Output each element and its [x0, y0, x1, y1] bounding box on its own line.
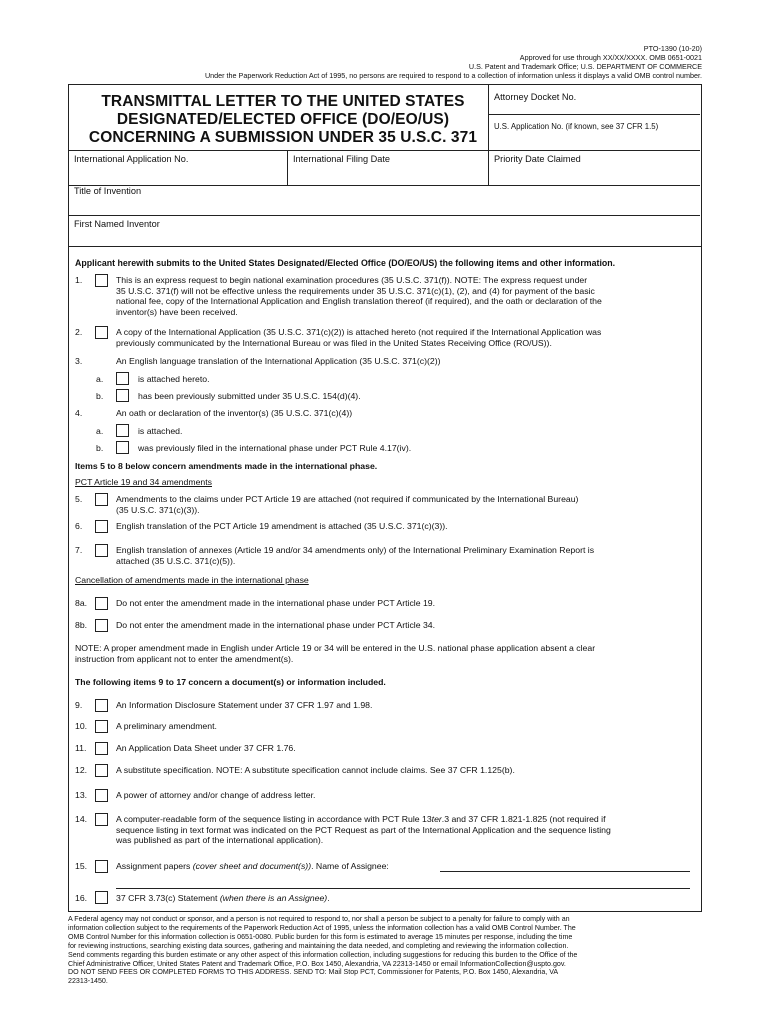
first-named-inventor-field[interactable]: First Named Inventor: [74, 219, 160, 229]
item-16-number: 16.: [75, 893, 88, 903]
item-5-number: 5.: [75, 494, 83, 504]
item-13-checkbox[interactable]: [95, 789, 108, 802]
intro-text: Applicant herewith submits to the United States Designated/Elected Office (DO/EO/US) the following items and other information.: [75, 258, 616, 268]
item-14-part: ter: [431, 814, 442, 824]
item-5-line: Amendments to the claims under PCT Article 19 are attached (not required if communicated by the International Bureau): [116, 494, 579, 504]
item-15-number: 15.: [75, 861, 88, 871]
item-3b-letter: b.: [96, 391, 104, 401]
item-7-text: [116, 545, 594, 566]
item-3a-text: is attached hereto.: [138, 374, 210, 384]
item-3b-text: has been previously submitted under 35 U.S.C. 154(d)(4).: [138, 391, 361, 401]
item-11-text: An Application Data Sheet under 37 CFR 1.76.: [116, 743, 296, 753]
note-line: NOTE: A proper amendment made in English under Article 19 or 34 will be entered in the U.S. national phase application absent a clear: [75, 643, 596, 653]
title-line-2: DESIGNATED/ELECTED OFFICE (DO/EO/US): [116, 111, 450, 128]
item-3a-letter: a.: [96, 374, 104, 384]
intl-filing-date-field[interactable]: International Filing Date: [293, 154, 391, 164]
footer-line: Send comments regarding this burden estimate or any other aspect of this information collection, including suggestions for reducing this burden to the Office of the: [68, 950, 578, 959]
item-1-line: 35 U.S.C. 371(f) will not be effective unless the requirements under 35 U.S.C. 371(c)(1), (2), and (4) for payment of the basic: [116, 285, 595, 296]
title-line-1: TRANSMITTAL LETTER TO THE UNITED STATES: [101, 93, 465, 110]
item-11-number: 11.: [75, 743, 87, 753]
item-6-text: English translation of the PCT Article 19 amendment is attached (35 U.S.C. 371(c)(3)).: [116, 521, 448, 531]
item-14-line: sequence listing in text format was indicated on the PCT Request as part of the International Application and the sequence listing: [116, 824, 611, 835]
item-16-part: 37 CFR 3.73(c) Statement: [116, 893, 220, 903]
attorney-docket-field[interactable]: Attorney Docket No.: [494, 92, 577, 102]
footer-line: Chief Administrative Officer, United States Patent and Trademark Office, P.O. Box 1450, Alexandria, VA 22313-1450 or email InformationCollection@uspto.gov.: [68, 959, 566, 968]
item-15-part: Assignment papers: [116, 861, 193, 871]
item-10-number: 10.: [75, 721, 88, 731]
item-4a-checkbox[interactable]: [116, 424, 129, 437]
item-13-text: A power of attorney and/or change of address letter.: [116, 790, 316, 800]
col-divider: [287, 150, 288, 185]
agency-text: U.S. Patent and Trademark Office; U.S. DEPARTMENT OF COMMERCE: [468, 62, 702, 71]
row-divider-3: [68, 215, 700, 216]
item-1-checkbox[interactable]: [95, 274, 108, 287]
item-14-part: A computer-readable form of the sequence listing in accordance with PCT Rule 13: [116, 814, 432, 824]
form-number: PTO-1390 (10-20): [643, 44, 702, 53]
form-title: [78, 93, 488, 147]
item-15-part: . Name of Assignee:: [311, 861, 389, 871]
item-3-text: An English language translation of the International Application (35 U.S.C. 371(c)(2)): [116, 356, 441, 366]
item-6-number: 6.: [75, 521, 83, 531]
footer-line: 22313-1450.: [68, 977, 108, 986]
note-line: instruction from applicant not to enter the amendment(s).: [75, 653, 294, 664]
footer-line: information collection subject to the requirements of the Paperwork Reduction Act of 1995, unless the information collection has a valid OMB Control Number. The: [68, 923, 576, 932]
paperwork-notice: Under the Paperwork Reduction Act of 1995, no persons are required to respond to a collection of information unless it displays a valid OMB control number.: [204, 71, 702, 80]
item-4b-text: was previously filed in the international phase under PCT Rule 4.17(iv).: [138, 443, 412, 453]
item-1-line: This is an express request to begin national examination procedures (35 U.S.C. 371(f)). NOTE: The express request under: [116, 275, 588, 285]
footer-line: OMB Control Number for this information collection is 0651-0080. Public burden for this form is estimated to average 15 minutes per response, including the time: [68, 932, 573, 941]
item-2-line: A copy of the International Application (35 U.S.C. 371(c)(2)) is attached hereto (not required if the International Application was: [116, 327, 602, 337]
amendment-note: [75, 643, 595, 664]
item-14-line: was published as part of the international application).: [116, 835, 324, 846]
item-5-line: (35 U.S.C. 371(c)(3)).: [116, 504, 200, 515]
title-line-3: CONCERNING A SUBMISSION UNDER 35 U.S.C. 371: [88, 129, 478, 146]
section-heading-9-17: The following items 9 to 17 concern a document(s) or information included.: [75, 677, 386, 687]
item-7-line: attached (35 U.S.C. 371(c)(5)).: [116, 555, 236, 566]
item-8b-number: 8b.: [75, 620, 88, 630]
item-12-text: A substitute specification. NOTE: A substitute specification cannot include claims. See 37 CFR 1.125(b).: [116, 765, 515, 775]
item-1-line: national fee, copy of the International Application and English translation thereof (if required), and the oath or declaration of the: [116, 296, 602, 307]
item-7-line: English translation of annexes (Article 19 and/or 34 amendments only) of the International Preliminary Examination Report is: [116, 545, 595, 555]
approval-text: Approved for use through XX/XX/XXXX. OMB 0651-0021: [519, 53, 702, 62]
assignee-name-line-2[interactable]: [116, 888, 690, 889]
priority-date-field[interactable]: Priority Date Claimed: [494, 154, 581, 164]
item-8a-checkbox[interactable]: [95, 597, 108, 610]
item-9-text: An Information Disclosure Statement under 37 CFR 1.97 and 1.98.: [116, 700, 373, 710]
item-3-number: 3.: [75, 356, 83, 366]
item-1-text: [116, 275, 602, 317]
item-12-checkbox[interactable]: [95, 764, 108, 777]
item-1-line: inventor(s) have been received.: [116, 306, 238, 317]
docket-divider: [488, 114, 700, 115]
item-14-line: [116, 814, 611, 825]
item-16-part: (when there is an Assignee): [219, 893, 328, 903]
item-7-number: 7.: [75, 545, 83, 555]
footer-line: A Federal agency may not conduct or sponsor, and a person is not required to respond to, nor shall a person be subject to a penalty for failure to comply with an: [68, 915, 570, 923]
item-4b-letter: b.: [96, 443, 104, 453]
intl-application-field[interactable]: International Application No.: [74, 154, 189, 164]
item-10-text: A preliminary amendment.: [116, 721, 217, 731]
section-heading-5-8: Items 5 to 8 below concern amendments made in the international phase.: [75, 461, 378, 471]
item-1-number: 1.: [75, 275, 83, 285]
row-divider-1: [68, 150, 700, 151]
item-11-checkbox[interactable]: [95, 742, 108, 755]
item-8b-checkbox[interactable]: [95, 619, 108, 632]
item-2-number: 2.: [75, 327, 83, 337]
item-4-text: An oath or declaration of the inventor(s) (35 U.S.C. 371(c)(4)): [116, 408, 353, 418]
item-15-checkbox[interactable]: [95, 860, 108, 873]
assignee-name-line[interactable]: [440, 871, 690, 872]
item-14-number: 14.: [75, 814, 88, 824]
item-3b-checkbox[interactable]: [116, 389, 129, 402]
item-14-text: [116, 814, 611, 846]
item-4-number: 4.: [75, 408, 83, 418]
burden-statement: [68, 915, 708, 986]
title-divider: [488, 84, 489, 185]
item-8a-number: 8a.: [75, 598, 88, 608]
item-2-line: previously communicated by the International Bureau or was filed in the United States Receiving Office (RO/US)).: [116, 337, 552, 348]
item-4a-text: is attached.: [138, 426, 183, 436]
item-8a-text: Do not enter the amendment made in the international phase under PCT Article 19.: [116, 598, 436, 608]
title-of-invention-field[interactable]: Title of Invention: [74, 186, 142, 196]
item-9-checkbox[interactable]: [95, 699, 108, 712]
section-heading-cancellation: Cancellation of amendments made in the international phase: [75, 575, 309, 585]
item-7-checkbox[interactable]: [95, 544, 108, 557]
row-divider-2: [68, 185, 700, 186]
item-14-checkbox[interactable]: [95, 813, 108, 826]
item-9-number: 9.: [75, 700, 83, 710]
section-heading-pct: PCT Article 19 and 34 amendments: [75, 477, 212, 487]
item-2-text: [116, 327, 601, 348]
footer-line: DO NOT SEND FEES OR COMPLETED FORMS TO THIS ADDRESS. SEND TO: Mail Stop PCT, Commissioner for Patents, P.O. Box 1450, Alexandria, VA: [68, 968, 559, 977]
item-5-checkbox[interactable]: [95, 493, 108, 506]
item-16-part: .: [327, 893, 330, 903]
item-14-part: .3 and 37 CFR 1.821-1.825 (not required if: [441, 814, 606, 824]
item-16-text: [116, 893, 330, 904]
item-13-number: 13.: [75, 790, 88, 800]
item-15-text: [116, 861, 389, 872]
item-3a-checkbox[interactable]: [116, 372, 129, 385]
item-5-text: [116, 494, 578, 515]
item-10-checkbox[interactable]: [95, 720, 108, 733]
item-2-checkbox[interactable]: [95, 326, 108, 339]
item-6-checkbox[interactable]: [95, 520, 108, 533]
item-4a-letter: a.: [96, 426, 104, 436]
item-15-part: (cover sheet and document(s)): [192, 861, 312, 871]
us-application-field[interactable]: U.S. Application No. (if known, see 37 CFR 1.5): [494, 122, 659, 131]
footer-line: for reviewing instructions, searching existing data sources, gathering and maintaining the data needed, and completing and reviewing the information collection.: [68, 941, 569, 950]
item-8b-text: Do not enter the amendment made in the international phase under PCT Article 34.: [116, 620, 436, 630]
item-12-number: 12.: [75, 765, 88, 775]
item-4b-checkbox[interactable]: [116, 441, 129, 454]
item-16-checkbox[interactable]: [95, 891, 108, 904]
